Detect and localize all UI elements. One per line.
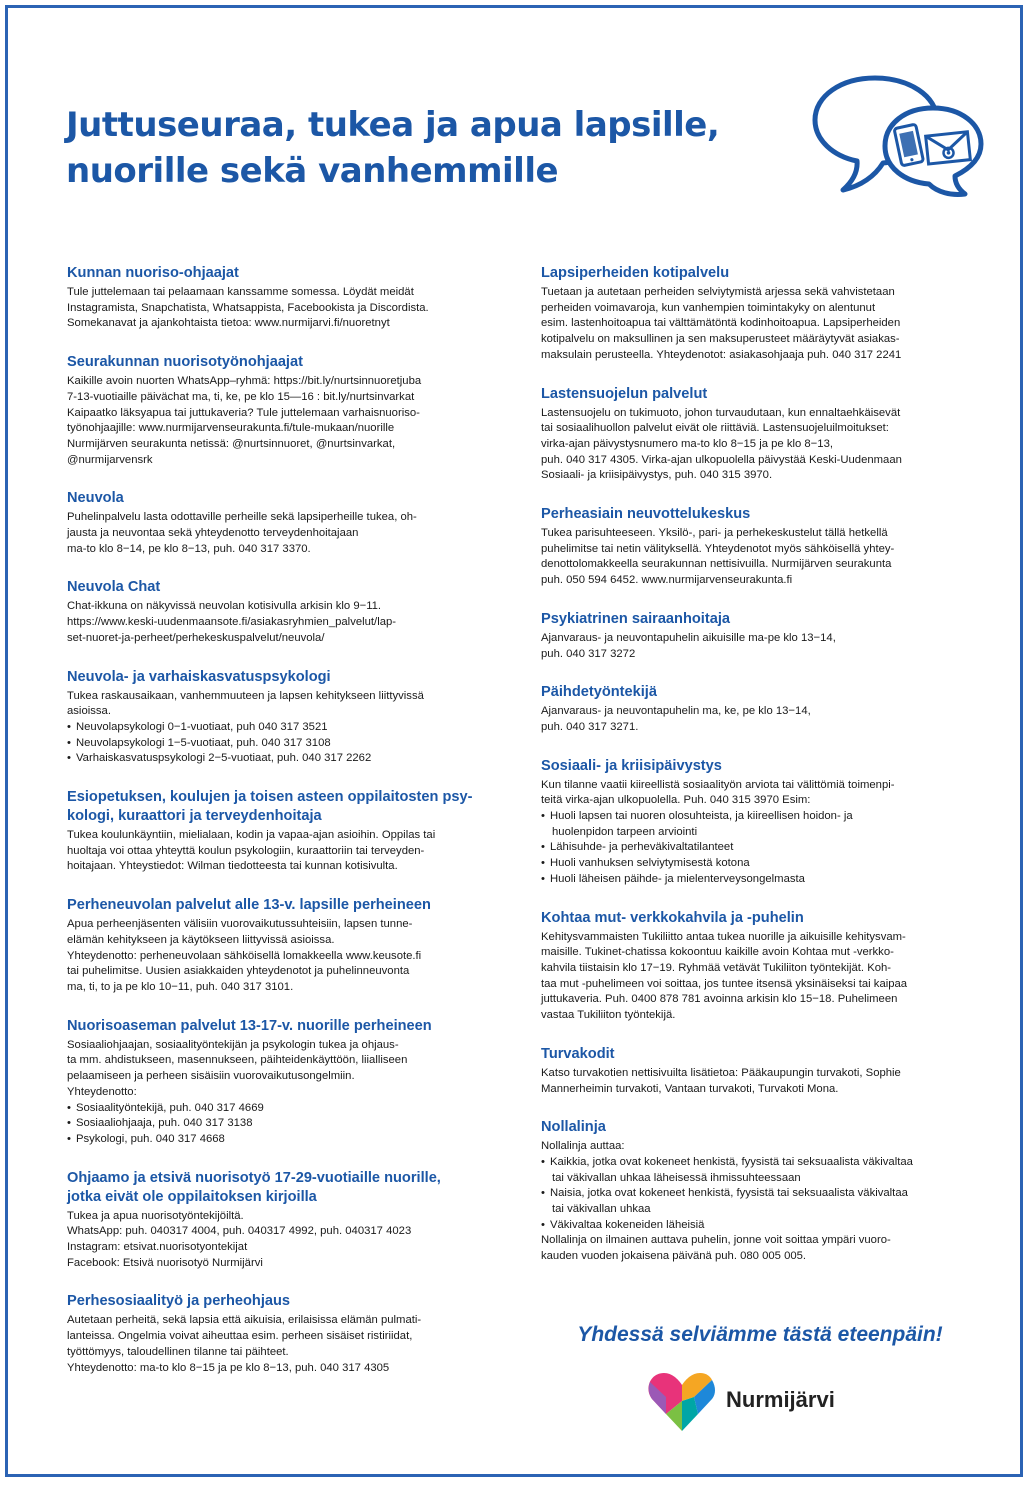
section-text-line: Puhelinpalvelu lasta odottaville perheille sekä lapsiperheille tukea, oh- bbox=[67, 511, 417, 524]
section-text-line: tai väkivallan uhkaa läheisessä ihmissuhteessaan bbox=[552, 1171, 801, 1184]
section-text-line: Sosiaali- ja kriisipäivystys, puh. 040 315 3970. bbox=[541, 469, 773, 482]
section-text-line: Kaikille avoin nuorten WhatsApp–ryhmä: https://bit.ly/nurtsinnuoretjuba bbox=[67, 375, 422, 388]
bullet-item: • Sosiaaliohjaaja, puh. 040 317 3138 bbox=[67, 1116, 507, 1132]
section-heading bbox=[541, 610, 981, 629]
section-text-line: Nurmijärven seurakunta netissä: @nurtsinnuoret, @nurtsinvarkat, bbox=[67, 437, 396, 450]
section-text-line: kahvila tiistaisin klo 17−19. Ryhmää vetävät Tukiliiton työntekijät. Koh- bbox=[541, 961, 892, 974]
section-heading-line: Neuvola Chat bbox=[67, 579, 161, 596]
section-text-line: pelaamiseen ja perheen sisäisiin vuorovaikutusongelmiin. bbox=[67, 1070, 355, 1083]
info-section bbox=[67, 489, 507, 557]
bullet-item: • Kaikkia, jotka ovat kokeneet henkistä, fyysistä tai seksuaalista väkivaltaa bbox=[541, 1155, 981, 1171]
section-text-line: kotipalvelu on maksullinen ja sen maksuperusteet määräytyvät asiakas- bbox=[541, 333, 900, 346]
section-text-line: tai sosiaalihuollon palvelut eivät ole riittäviä. Lastensuojeluilmoitukset: bbox=[541, 422, 889, 435]
nurmijarvi-logo bbox=[646, 1367, 866, 1435]
bullet-item: • Lähisuhde- ja perheväkivaltatilanteet bbox=[541, 840, 981, 856]
info-section bbox=[541, 610, 981, 662]
section-heading bbox=[541, 1045, 981, 1064]
section-text-line: Apua perheenjäsenten välisiin vuorovaikutussuhteisiin, lapsen tunne- bbox=[67, 918, 413, 931]
section-heading bbox=[67, 1169, 507, 1207]
section-text-line: Kun tilanne vaatii kiireellistä sosiaalityön arviota tai välittömiä toimenpi- bbox=[541, 778, 895, 791]
section-heading-line: Perhesosiaalityö ja perheohjaus bbox=[67, 1293, 291, 1310]
info-section bbox=[67, 896, 507, 996]
section-text-line: Kehitysvammaisten Tukiliitto antaa tukea nuorille ja aikuisille kehitysvam- bbox=[541, 930, 906, 943]
info-section bbox=[67, 1292, 507, 1376]
section-text-line: puh. 040 317 4305. Virka-ajan ulkopuolella päivystää Keski-Uudenmaan bbox=[541, 453, 902, 466]
info-section bbox=[541, 683, 981, 735]
section-text-line: teitä virka-ajan ulkopuolella. Puh. 040 315 3970 Esim: bbox=[541, 794, 811, 807]
section-text-line: Instagram: etsivat.nuorisotyontekijat bbox=[67, 1241, 248, 1254]
section-text-line: Somekanavat ja ajankohtaista tietoa: www.nurmijarvi.fi/nuoretnyt bbox=[67, 317, 390, 330]
section-text-line: juttukaveria. Puh. 0400 878 781 avoinna arkisin klo 15−18. Puhelimeen bbox=[541, 993, 898, 1006]
info-section bbox=[67, 1017, 507, 1148]
bullet-item: • Huoli vanhuksen selviytymisestä kotona bbox=[541, 856, 981, 872]
section-heading-line: Psykiatrinen sairaanhoitaja bbox=[541, 610, 730, 627]
section-heading bbox=[67, 353, 507, 372]
section-text-line: Instagramista, Snapchatista, Whatsappista, Facebookista ja Discordista. bbox=[67, 301, 429, 314]
bullet-item: • Neuvolapsykologi 0−1-vuotiaat, puh 040 317 3521 bbox=[67, 720, 507, 736]
info-section bbox=[541, 264, 981, 364]
section-heading-line: Lastensuojelun palvelut bbox=[541, 385, 708, 402]
info-section bbox=[67, 668, 507, 768]
section-text-line: Ajanvaraus- ja neuvontapuhelin ma, ke, pe klo 13−14, bbox=[541, 705, 811, 718]
section-text-line: Tukea raskausaikaan, vanhemmuuteen ja lapsen kehitykseen liittyvissä bbox=[67, 689, 424, 702]
slogan: Yhdessä selviämme tästä eteenpäin! bbox=[577, 1323, 943, 1346]
section-text-line: puh. 050 594 6452. www.nurmijarvenseurakunta.fi bbox=[541, 574, 793, 587]
section-text-line: WhatsApp: puh. 040317 4004, puh. 040317 4992, puh. 040317 4023 bbox=[67, 1225, 412, 1238]
section-heading bbox=[541, 264, 981, 283]
section-heading bbox=[541, 1118, 981, 1137]
section-text-line: Tuetaan ja autetaan perheiden selviytymistä arjessa sekä vahvistetaan bbox=[541, 286, 895, 298]
section-text-line: Katso turvakotien nettisivuilta lisätietoa: Pääkaupungin turvakoti, Sophie bbox=[541, 1066, 901, 1079]
speech-bubbles-phone-email-icon bbox=[805, 70, 985, 200]
section-text-line: lanteissa. Ongelmia voivat aiheuttaa esim. perheen sisäiset ristiriidat, bbox=[67, 1330, 413, 1343]
info-section bbox=[67, 788, 507, 875]
section-heading-line: Nuorisoaseman palvelut 13-17-v. nuorille perheineen bbox=[67, 1017, 432, 1034]
bullet-item: • Huoli lapsen tai nuoren olosuhteista, ja kiireellisen hoidon- ja bbox=[541, 809, 981, 825]
section-text-line: perheiden voimavaroja, kun vanhempien toimintakyky on alentunut bbox=[541, 301, 876, 314]
section-heading-line: jotka eivät ole oppilaitoksen kirjoilla bbox=[67, 1188, 317, 1205]
info-section bbox=[67, 578, 507, 646]
section-heading bbox=[67, 788, 507, 826]
section-text-line: esim. lastenhoitoapua tai välttämätöntä kodinhoitoapua. Lapsiperheiden bbox=[541, 317, 901, 330]
section-text-line: tai puhelimitse. Uusien asiakkaiden yhteydenotot ja puhelinneuvonta bbox=[67, 965, 410, 978]
section-text-line: työnohjaajille: www.nurmijarvenseurakunta.fi/tule-mukaan/nuorille bbox=[67, 422, 395, 435]
info-section bbox=[67, 264, 507, 332]
section-text-line: set-nuoret-ja-perheet/perhekeskuspalvelut/neuvola/ bbox=[67, 631, 325, 644]
bullet-item: • Psykologi, puh. 040 317 4668 bbox=[67, 1132, 507, 1148]
bullet-item: • Väkivaltaa kokeneiden läheisiä bbox=[541, 1218, 981, 1234]
nurmijarvi-heart-logo-icon bbox=[646, 1367, 718, 1435]
section-heading bbox=[67, 896, 507, 915]
section-text-line: Tukea koulunkäyntiin, mielialaan, kodin ja vapaa-ajan asioihin. Oppilas tai bbox=[67, 829, 436, 842]
info-section bbox=[541, 385, 981, 485]
section-text-line: jausta ja neuvontaa sekä yhteydenotto terveydenhoitajaan bbox=[67, 527, 359, 540]
section-text-line: puh. 040 317 3272 bbox=[541, 647, 636, 660]
section-text-line: tai väkivallan uhkaa bbox=[552, 1203, 651, 1216]
section-text-line: Ajanvaraus- ja neuvontapuhelin aikuisille ma-pe klo 13−14, bbox=[541, 631, 836, 644]
section-heading bbox=[67, 668, 507, 687]
bullet-item: • Huoli läheisen päihde- ja mielenterveysongelmasta bbox=[541, 872, 981, 888]
info-section bbox=[67, 353, 507, 468]
section-heading bbox=[67, 1292, 507, 1311]
section-heading bbox=[541, 385, 981, 404]
section-heading bbox=[541, 909, 981, 928]
section-text-line: hoitajaan. Yhteystiedot: Wilman tiedotteesta tai kunnan kotisivulta. bbox=[67, 860, 398, 873]
section-heading-line: Perheasiain neuvottelukeskus bbox=[541, 506, 751, 523]
title-line-1: Juttuseuraa, tukea ja apua lapsille, bbox=[66, 105, 720, 145]
section-heading bbox=[541, 505, 981, 524]
section-text-line: Kaipaatko läksyapua tai juttukaveria? Tule juttelemaan varhaisnuoriso- bbox=[67, 406, 420, 419]
section-text-line: Sosiaaliohjaajan, sosiaalityöntekijän ja psykologin tukea ja ohjaus- bbox=[67, 1038, 399, 1051]
section-text-line: Mannerheimin turvakoti, Vantaan turvakoti, Turvakoti Mona. bbox=[541, 1082, 839, 1095]
section-text-line: Yhteydenotto: bbox=[67, 1085, 137, 1098]
title-line-2: nuorille sekä vanhemmille bbox=[66, 151, 559, 191]
section-heading-line: kologi, kuraattori ja terveydenhoitaja bbox=[67, 808, 322, 825]
section-heading-line: Sosiaali- ja kriisipäivystys bbox=[541, 757, 722, 774]
info-section bbox=[541, 505, 981, 589]
info-section bbox=[541, 1118, 981, 1265]
left-column bbox=[67, 264, 507, 1397]
section-text-line: Tukea ja apua nuorisotyöntekijöiltä. bbox=[67, 1209, 244, 1222]
section-text-line: puh. 040 317 3271. bbox=[541, 720, 639, 733]
section-text-line: denottolomakkeella seurakunnan nettisivuilla. Nurmijärven seurakunta bbox=[541, 558, 892, 571]
section-heading-line: Neuvola- ja varhaiskasvatuspsykologi bbox=[67, 668, 331, 685]
section-heading bbox=[541, 757, 981, 776]
section-text-line: Tukea parisuhteeseen. Yksilö-, pari- ja perhekeskustelut tällä hetkellä bbox=[541, 527, 888, 540]
section-text-line: kauden vuoden jokaisena päivänä puh. 080 005 005. bbox=[541, 1250, 807, 1263]
section-text-line: Lastensuojelu on tukimuoto, johon turvaudutaan, kun ennaltaehkäisevät bbox=[541, 406, 901, 419]
section-heading-line: Seurakunnan nuorisotyönohjaajat bbox=[67, 354, 303, 371]
section-heading-line: Turvakodit bbox=[541, 1045, 615, 1062]
section-heading bbox=[541, 683, 981, 702]
section-text-line: Facebook: Etsivä nuorisotyö Nurmijärvi bbox=[67, 1256, 263, 1269]
info-section bbox=[541, 757, 981, 888]
section-text-line: Chat-ikkuna on näkyvissä neuvolan kotisivulla arkisin klo 9−11. bbox=[67, 600, 382, 613]
section-heading-line: Ohjaamo ja etsivä nuorisotyö 17-29-vuotiaille nuorille, bbox=[67, 1169, 441, 1186]
section-heading bbox=[67, 578, 507, 597]
section-text-line: @nurmijarvensrk bbox=[67, 453, 153, 466]
section-heading bbox=[67, 1017, 507, 1036]
section-text-line: https://www.keski-uudenmaansote.fi/asiakasryhmien_palvelut/lap- bbox=[67, 616, 397, 629]
section-text-line: maksulain perusteella. Yhteydenotot: asiakasohjaaja puh. 040 317 2241 bbox=[541, 348, 902, 361]
section-text-line: Autetaan perheitä, sekä lapsia että aikuisia, erilaisissa elämän pulmati- bbox=[67, 1314, 422, 1327]
section-heading-line: Nollalinja bbox=[541, 1119, 606, 1136]
section-text-line: 7-13-vuotiaille päivächat ma, ti, ke, pe klo 15—16 : bit.ly/nurtsinvarkat bbox=[67, 390, 415, 403]
section-text-line: Tule juttelemaan tai pelaamaan kanssamme somessa. Löydät meidät bbox=[67, 286, 414, 298]
section-text-line: taa mut -puhelimeen voi soittaa, jos tuntee itsensä yksinäiseksi tai kaipaa bbox=[541, 977, 908, 990]
section-text-line: huolenpidon tarpeen arviointi bbox=[552, 825, 698, 838]
section-heading-line: Päihdetyöntekijä bbox=[541, 684, 657, 701]
section-text-line: Yhteydenotto: ma-to klo 8−15 ja pe klo 8−13, puh. 040 317 4305 bbox=[67, 1361, 390, 1374]
bullet-item: • Varhaiskasvatuspsykologi 2−5-vuotiaat, puh. 040 317 2262 bbox=[67, 751, 507, 767]
section-heading-line: Neuvola bbox=[67, 490, 124, 507]
bullet-item: • Neuvolapsykologi 1−5-vuotiaat, puh. 040 317 3108 bbox=[67, 736, 507, 752]
section-text-line: Nollalinja auttaa: bbox=[541, 1140, 625, 1153]
section-heading bbox=[67, 489, 507, 508]
logo-text: Nurmijärvi bbox=[726, 1387, 835, 1412]
section-heading-line: Lapsiperheiden kotipalvelu bbox=[541, 265, 730, 281]
section-heading-line: Perheneuvolan palvelut alle 13-v. lapsille perheineen bbox=[67, 897, 431, 914]
section-heading bbox=[67, 264, 507, 283]
section-text-line: virka-ajan päivystysnumero ma-to klo 8−15 ja pe klo 8−13, bbox=[541, 437, 833, 450]
section-heading-line: Kunnan nuoriso-ohjaajat bbox=[67, 265, 239, 281]
section-text-line: Nollalinja on ilmainen auttava puhelin, jonne voit soittaa ympäri vuoro- bbox=[541, 1234, 891, 1247]
right-column bbox=[541, 264, 981, 1286]
section-text-line: Yhteydenotto: perheneuvolaan sähköisellä lomakkeella www.keusote.fi bbox=[67, 949, 422, 962]
section-text-line: asioissa. bbox=[67, 705, 111, 718]
section-text-line: huoltaja voi ottaa yhteyttä koulun psykologiin, kuraattoriin tai terveyden- bbox=[67, 844, 425, 857]
section-text-line: ma-to klo 8−14, pe klo 8−13, puh. 040 317 3370. bbox=[67, 542, 311, 555]
info-section bbox=[541, 1045, 981, 1097]
section-text-line: ma, ti, to ja pe klo 10−11, puh. 040 317 3101. bbox=[67, 980, 294, 993]
section-heading-line: Esiopetuksen, koulujen ja toisen asteen oppilaitosten psy- bbox=[67, 789, 473, 806]
section-text-line: vastaa Tukiliiton työntekijä. bbox=[541, 1009, 676, 1022]
bullet-item: • Naisia, jotka ovat kokeneet henkistä, fyysistä tai seksuaalista väkivaltaa bbox=[541, 1186, 981, 1202]
page-title bbox=[66, 102, 826, 194]
info-section bbox=[541, 909, 981, 1024]
section-text-line: työttömyys, taloudellinen tilanne tai päihteet. bbox=[67, 1345, 289, 1358]
bullet-item: • Sosiaalityöntekijä, puh. 040 317 4669 bbox=[67, 1101, 507, 1117]
section-heading-line: Kohtaa mut- verkkokahvila ja -puhelin bbox=[541, 909, 804, 926]
info-section bbox=[67, 1169, 507, 1272]
section-text-line: puhelimitse tai netin välityksellä. Yhteydenotot myös sähköisellä yhtey- bbox=[541, 542, 895, 555]
section-text-line: ta mm. ahdistukseen, masennukseen, päihteidenkäyttöön, liialliseen bbox=[67, 1054, 408, 1067]
section-text-line: maisille. Tukinet-chatissa kokoontuu kaikille avoin Kohtaa mut -verkko- bbox=[541, 946, 894, 959]
section-text-line: elämän kehitykseen ja käytökseen liittyvissä asioissa. bbox=[67, 933, 335, 946]
